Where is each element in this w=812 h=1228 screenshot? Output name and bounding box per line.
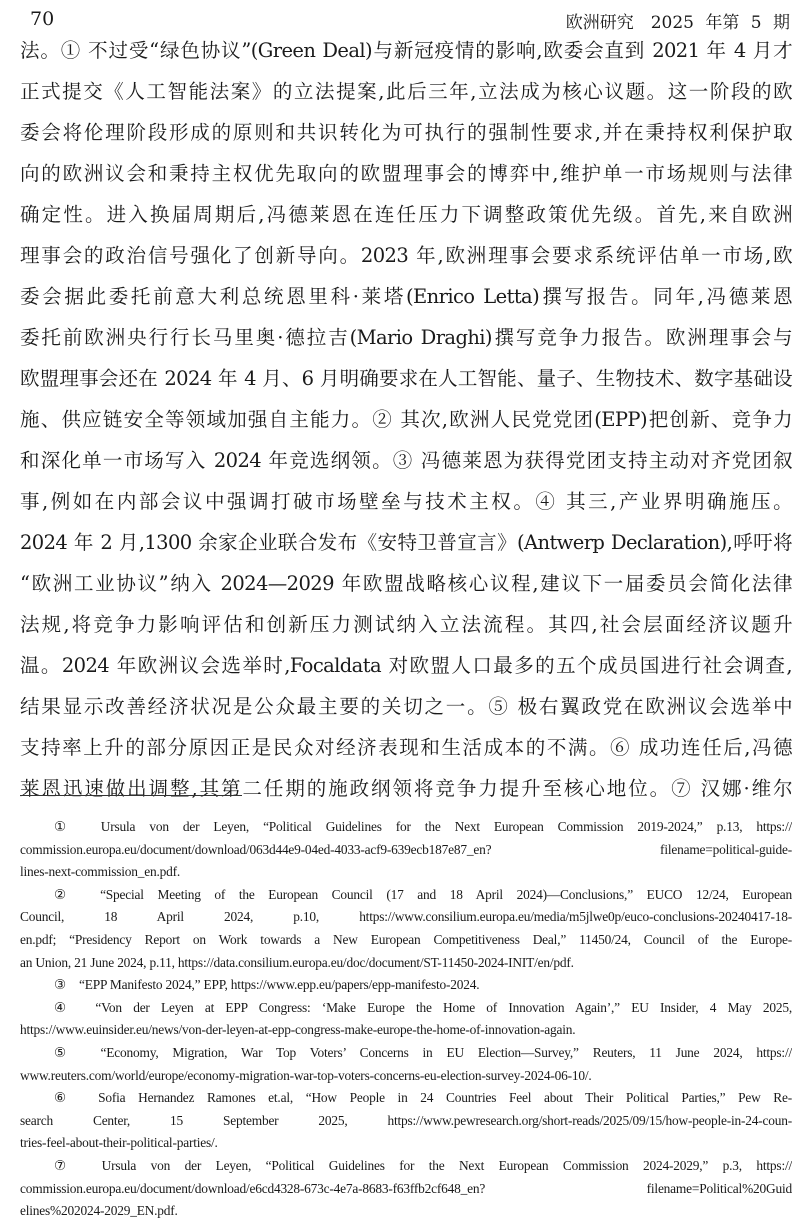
footnote-line: ② “Special Meeting of the European Council (17 and 18 April 2024)—Conclusions,” EUCO 12/24, European: [54, 886, 792, 902]
page-number: 70: [30, 8, 55, 30]
body-line: 莱恩迅速做出调整,其第二任期的施政纲领将竞争力提升至核心地位。⑦ 汉娜·维尔: [20, 777, 792, 800]
body-line: 向的欧洲议会和秉持主权优先取向的欧盟理事会的博弈中,维护单一市场规则与法律: [20, 162, 792, 185]
body-line: 欧盟理事会还在 2024 年 4 月、6 月明确要求在人工智能、量子、生物技术、数字基础设: [20, 367, 792, 390]
body-line: “欧洲工业协议”纳入 2024—2029 年欧盟战略核心议程,建议下一届委员会简化法律: [20, 572, 792, 595]
footnote-line: tries-feel-about-their-political-parties/.: [20, 1135, 218, 1151]
footnote-line: commission.europa.eu/document/download/e6cd4328-673c-4e7a-8683-f63ffb2cf648_en? filename=Political%20Guid: [20, 1180, 792, 1196]
footnote-line: ① Ursula von der Leyen, “Political Guidelines for the Next European Commission 2019-2024,” p.13, https://: [54, 819, 792, 834]
body-line: 委会据此委托前意大利总统恩里科·莱塔(Enrico Letta)撰写报告。同年,冯德莱恩: [20, 285, 792, 308]
footnote-5: [20, 1042, 792, 1087]
body-line: 正式提交《人工智能法案》的立法提案,此后三年,立法成为核心议题。这一阶段的欧: [20, 80, 792, 103]
footnote-line: search Center, 15 September 2025, https://www.pewresearch.org/short-reads/2025/09/15/how-people-in-24-coun-: [20, 1112, 792, 1128]
journal-issue: 欧洲研究 2025 年第 5 期: [565, 13, 790, 33]
footnote-line: Council, 18 April 2024, p.10, https://www.consilium.europa.eu/media/m5jlwe0p/euco-conclusions-20240417-18-: [20, 909, 792, 925]
body-line: 和深化单一市场写入 2024 年竞选纲领。③ 冯德莱恩为获得党团支持主动对齐党团叙: [20, 449, 792, 472]
footnote-line: https://www.euinsider.eu/news/von-der-leyen-at-epp-congress-make-europe-the-home-of-innovation-again.: [20, 1022, 576, 1038]
footnote-line: ④ “Von der Leyen at EPP Congress: ‘Make Europe the Home of Innovation Again’,” EU Insider, 4 May 2025,: [54, 999, 792, 1015]
body-line: 委托前欧洲央行行长马里奥·德拉吉(Mario Draghi)撰写竞争力报告。欧洲理事会与: [20, 326, 792, 349]
footnote-7: [20, 1155, 792, 1223]
body-line: 委会将伦理阶段形成的原则和共识转化为可执行的强制性要求,并在秉持权利保护取: [20, 121, 792, 144]
footnote-line: ⑥ Sofia Hernandez Ramones et.al, “How People in 24 Countries Feel about Their Political Parties,” Pew Re-: [54, 1090, 792, 1106]
footnotes: [20, 816, 792, 1223]
body-text: [20, 30, 792, 809]
footnote-1: [20, 816, 792, 884]
footnote-line: en.pdf; “Presidency Report on Work towards a New European Competitiveness Deal,” 11450/24, Council of the Europe-: [20, 931, 792, 947]
footnote-line: ⑤ “Economy, Migration, War Top Voters’ Concerns in EU Election—Survey,” Reuters, 11 June 2024, https://: [54, 1044, 792, 1060]
footnote-line: elines%202024-2029_EN.pdf.: [20, 1203, 178, 1219]
body-line: 理事会的政治信号强化了创新导向。2023 年,欧洲理事会要求系统评估单一市场,欧: [20, 244, 792, 267]
footnote-4: [20, 997, 792, 1042]
body-line: 事,例如在内部会议中强调打破市场壁垒与技术主权。④ 其三,产业界明确施压。: [20, 490, 792, 513]
footnote-3: [20, 974, 792, 997]
footnote-2: [20, 884, 792, 974]
footnote-6: [20, 1087, 792, 1155]
footnote-line: ③ “EPP Manifesto 2024,” EPP, https://www.epp.eu/papers/epp-manifesto-2024.: [54, 977, 480, 993]
body-line: 结果显示改善经济状况是公众最主要的关切之一。⑤ 极右翼政党在欧洲议会选举中: [20, 695, 792, 718]
body-line: 确定性。进入换届周期后,冯德莱恩在连任压力下调整政策优先级。首先,来自欧洲: [20, 203, 792, 226]
body-line: 温。2024 年欧洲议会选举时,Focaldata 对欧盟人口最多的五个成员国进行社会调查,: [20, 654, 792, 677]
body-line: 法。① 不过受“绿色协议”(Green Deal)与新冠疫情的影响,欧委会直到 2021 年 4 月才: [20, 39, 792, 62]
footnote-line: lines-next-commission_en.pdf.: [20, 864, 181, 880]
footnote-separator: [20, 795, 242, 796]
footnote-line: commission.europa.eu/document/download/063d44e9-04ed-4033-acf9-639ecb187e87_en? filename=political-guide-: [20, 841, 792, 857]
body-line: 支持率上升的部分原因正是民众对经济表现和生活成本的不满。⑥ 成功连任后,冯德: [20, 736, 792, 759]
body-line: 法规,将竞争力影响评估和创新压力测试纳入立法流程。其四,社会层面经济议题升: [20, 613, 792, 636]
footnote-line: ⑦ Ursula von der Leyen, “Political Guidelines for the Next European Commission 2024-2029,” p.3, https://: [54, 1157, 792, 1173]
footnote-line: www.reuters.com/world/europe/economy-migration-war-top-voters-concerns-eu-election-survey-2024-06-10/.: [20, 1067, 592, 1083]
body-line: 2024 年 2 月,1300 余家企业联合发布《安特卫普宣言》(Antwerp Declaration),呼吁将: [20, 531, 792, 554]
body-line: 施、供应链安全等领域加强自主能力。② 其次,欧洲人民党党团(EPP)把创新、竞争力: [20, 408, 792, 431]
footnote-line: an Union, 21 June 2024, p.11, https://data.consilium.europa.eu/doc/document/ST-11450-2024-INIT/en/pdf.: [20, 954, 574, 970]
